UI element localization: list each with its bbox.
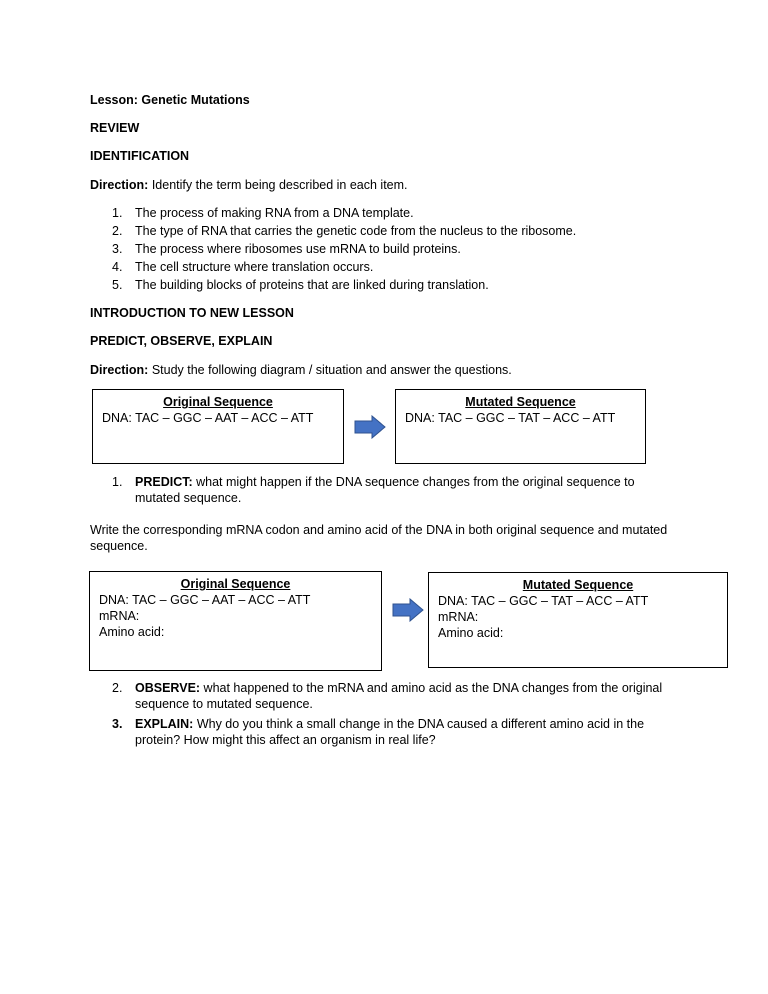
- mutated-amino-acid: Amino acid:: [438, 626, 504, 640]
- direction-label: Direction:: [90, 363, 149, 377]
- direction-label: Direction:: [90, 178, 149, 192]
- lesson-title: Lesson: Genetic Mutations: [90, 93, 250, 107]
- direction-text: Identify the term being described in each item.: [148, 178, 408, 192]
- list-item-text: The type of RNA that carries the genetic code from the nucleus to the ribosome.: [135, 224, 577, 238]
- list-item: [112, 241, 461, 257]
- mutated-sequence-box: [428, 572, 728, 668]
- list-item: [112, 205, 414, 221]
- question-label: EXPLAIN:: [135, 717, 194, 731]
- question-label: OBSERVE:: [135, 681, 201, 695]
- right-arrow-icon: [354, 415, 386, 439]
- question-text: Why do you think a small change in the DNA caused a different amino acid in the protein? How might this affect an organism in real life?: [135, 717, 645, 747]
- poe-heading: PREDICT, OBSERVE, EXPLAIN: [90, 334, 273, 348]
- list-item: [112, 223, 576, 239]
- question-text: what might happen if the DNA sequence changes from the original sequence to mutated sequence.: [135, 475, 635, 505]
- original-dna: DNA: TAC – GGC – AAT – ACC – ATT: [102, 411, 314, 425]
- question-body: [135, 716, 672, 748]
- question-predict: [112, 474, 672, 506]
- mutated-mrna: mRNA:: [438, 610, 479, 624]
- question-body: [135, 680, 672, 712]
- question-body: [135, 474, 672, 506]
- original-sequence-title: Original Sequence: [180, 577, 291, 591]
- question-explain: [112, 716, 672, 748]
- original-dna: DNA: TAC – GGC – AAT – ACC – ATT: [99, 593, 311, 607]
- original-sequence-title: Original Sequence: [163, 395, 273, 409]
- list-item: [112, 259, 373, 275]
- mutated-sequence-box: [395, 389, 646, 464]
- question-observe: [112, 680, 672, 712]
- list-item-text: The process of making RNA from a DNA template.: [135, 206, 414, 220]
- intro-heading: INTRODUCTION TO NEW LESSON: [90, 306, 294, 320]
- review-heading: REVIEW: [90, 121, 140, 135]
- direction-identification: [90, 177, 408, 193]
- question-number: 3.: [112, 717, 123, 731]
- instruction-paragraph: Write the corresponding mRNA codon and amino acid of the DNA in both original sequence and mutated sequence.: [90, 523, 668, 553]
- list-item-text: The cell structure where translation occurs.: [135, 260, 374, 274]
- mutated-sequence-title: Mutated Sequence: [522, 578, 634, 592]
- list-item-number: 5.: [112, 278, 123, 292]
- original-sequence-box: [89, 571, 382, 671]
- question-number: 1.: [112, 475, 123, 489]
- mutated-sequence-title: Mutated Sequence: [465, 395, 576, 409]
- question-label: PREDICT:: [135, 475, 193, 489]
- list-item-number: 3.: [112, 242, 123, 256]
- question-number: 2.: [112, 681, 123, 695]
- list-item-text: The building blocks of proteins that are linked during translation.: [135, 278, 489, 292]
- right-arrow-icon: [392, 598, 424, 622]
- identification-heading: IDENTIFICATION: [90, 149, 190, 163]
- list-item-number: 4.: [112, 260, 123, 274]
- direction-study: [90, 362, 512, 378]
- original-amino-acid: Amino acid:: [99, 625, 165, 639]
- mutated-dna: DNA: TAC – GGC – TAT – ACC – ATT: [438, 594, 649, 608]
- question-text: what happened to the mRNA and amino acid as the DNA changes from the original sequence to mutated sequence.: [135, 681, 663, 711]
- original-mrna: mRNA:: [99, 609, 140, 623]
- list-item: [112, 277, 489, 293]
- list-item-number: 2.: [112, 224, 123, 238]
- original-sequence-box: [92, 389, 344, 464]
- direction-text: Study the following diagram / situation and answer the questions.: [148, 363, 512, 377]
- list-item-number: 1.: [112, 206, 123, 220]
- list-item-text: The process where ribosomes use mRNA to build proteins.: [135, 242, 461, 256]
- mutated-dna: DNA: TAC – GGC – TAT – ACC – ATT: [405, 411, 616, 425]
